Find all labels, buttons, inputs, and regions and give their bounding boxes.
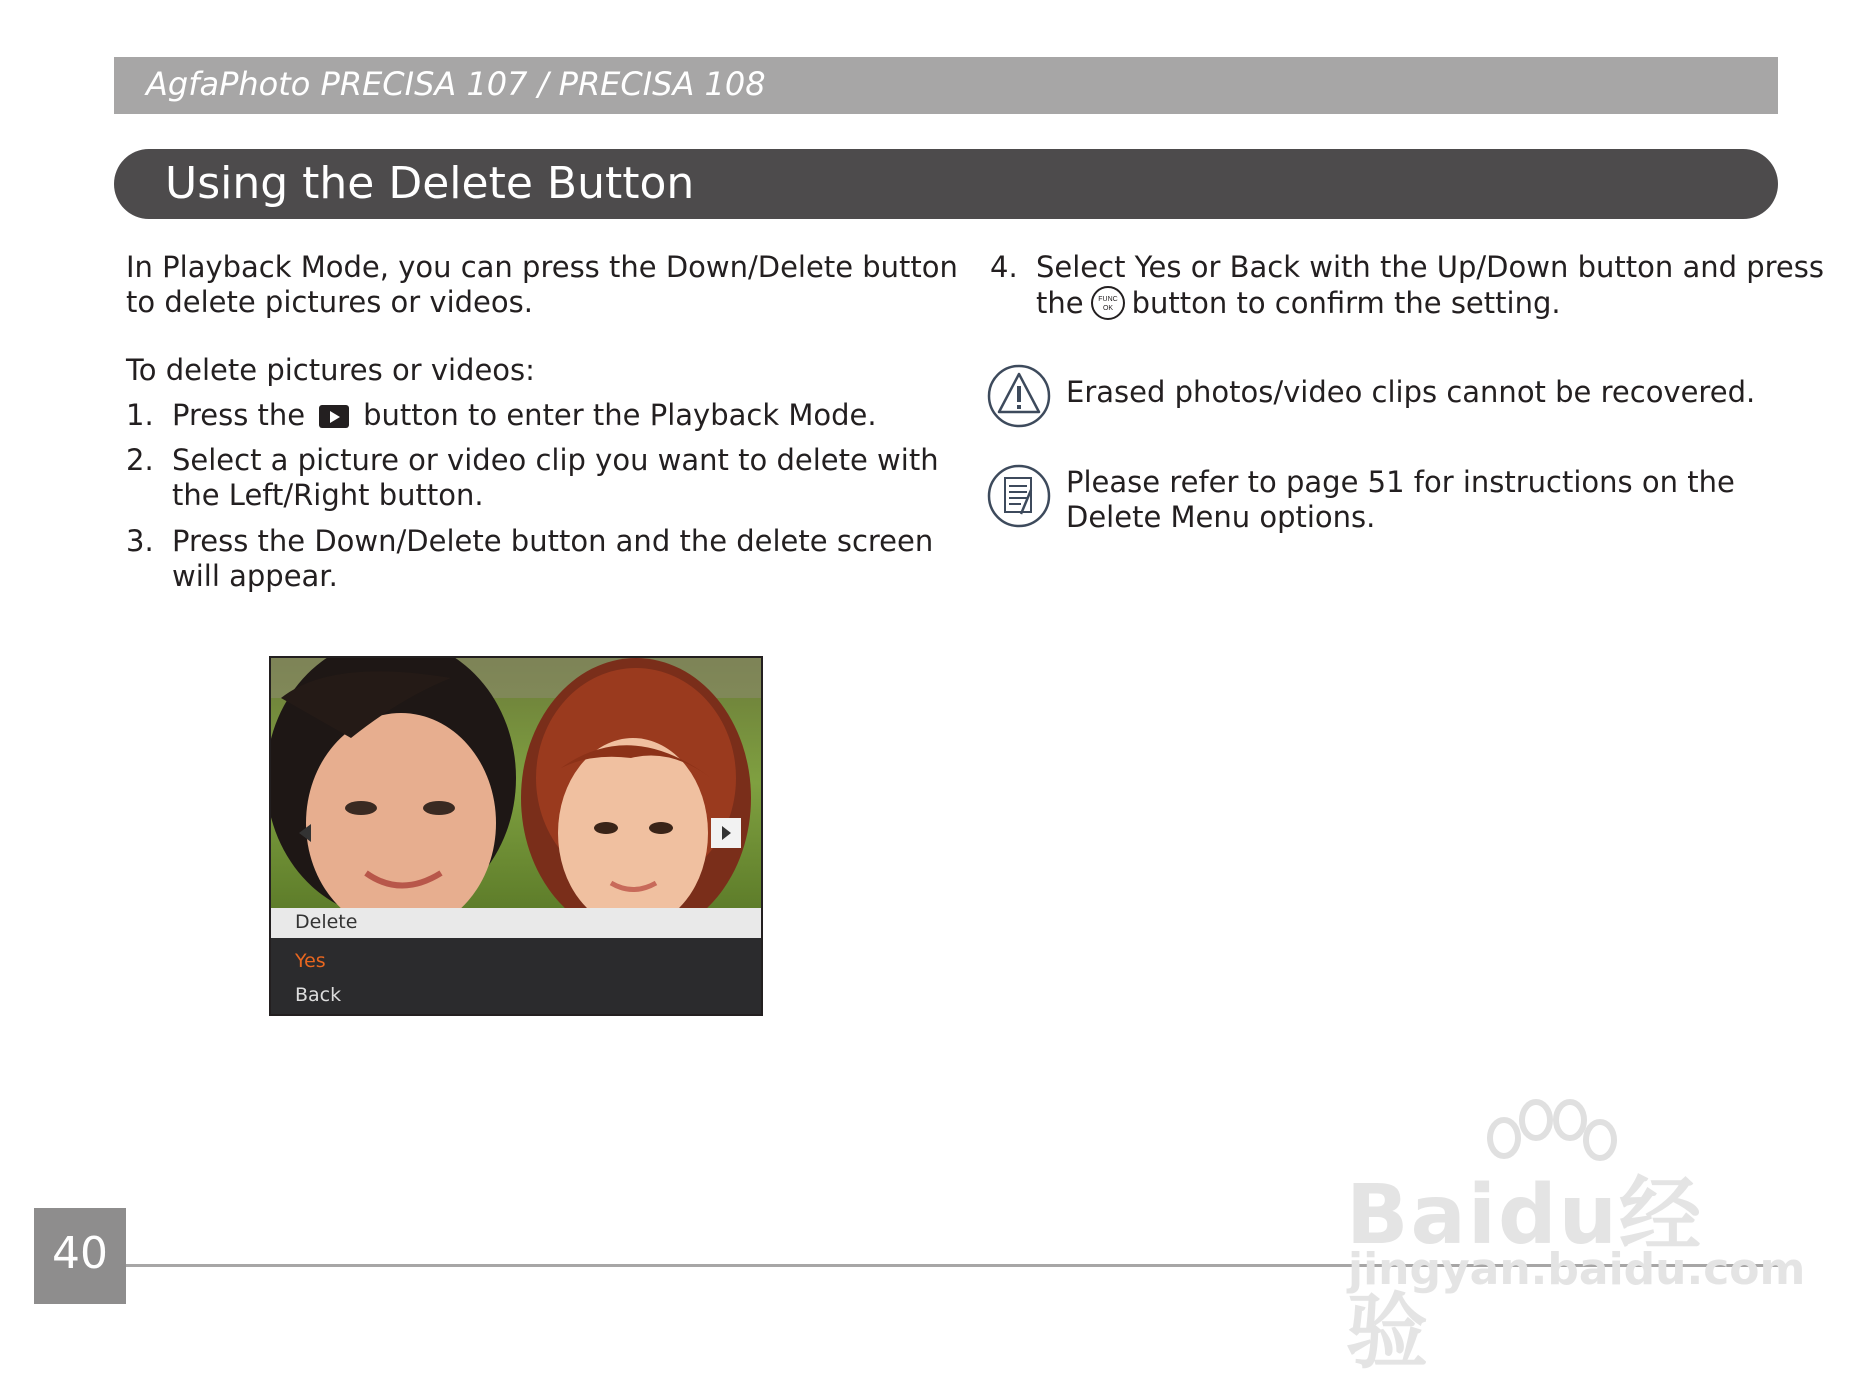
step-2-line-1: Select a picture or video clip you want to delete with — [172, 443, 939, 477]
step-4-line-1: Select Yes or Back with the Up/Down button and press — [1036, 250, 1824, 284]
delete-menu-title: Delete — [295, 911, 358, 933]
watermark-brand: Baidu经验 — [1346, 1168, 1704, 1380]
steps-lead: To delete pictures or videos: — [126, 353, 535, 387]
ok-label: OK — [1102, 305, 1113, 312]
baidu-watermark — [1346, 1098, 1806, 1380]
photo-two-women — [271, 658, 761, 908]
section-title-bar — [114, 149, 1778, 219]
menu-option-yes: Yes — [295, 950, 326, 972]
step-3-line-1: Press the Down/Delete button and the delete screen — [172, 524, 934, 558]
page-number-box — [34, 1208, 126, 1304]
step-4-before: the — [1036, 286, 1084, 320]
step-4-line-2 — [1036, 285, 1561, 329]
document-header-title: AgfaPhoto PRECISA 107 / PRECISA 108 — [146, 65, 766, 103]
step-2-number: 2. — [126, 443, 154, 477]
right-arrow-icon — [711, 818, 741, 848]
section-title: Using the Delete Button — [165, 158, 695, 209]
step-3-number: 3. — [126, 524, 154, 558]
warning-icon — [987, 364, 1051, 432]
step-1-before: Press the — [172, 398, 306, 432]
delete-menu — [271, 908, 761, 1014]
step-3-line-2: will appear. — [172, 559, 338, 593]
playback-icon — [319, 405, 349, 428]
note-icon — [987, 464, 1051, 532]
step-1-after: button to enter the Playback Mode. — [363, 398, 877, 432]
step-4-number: 4. — [990, 250, 1018, 284]
watermark-url: jingyan.baidu.com — [1348, 1244, 1806, 1295]
intro-line-2: to delete pictures or videos. — [126, 285, 533, 319]
note-line-2: Delete Menu options. — [1066, 500, 1376, 534]
intro-line-1: In Playback Mode, you can press the Down/Delete button — [126, 250, 958, 284]
step-1-text — [172, 398, 877, 433]
warning-text: Erased photos/video clips cannot be recovered. — [1066, 375, 1756, 409]
left-arrow-icon — [293, 820, 319, 846]
header-bar — [114, 57, 1778, 114]
menu-option-back: Back — [295, 984, 342, 1006]
func-label: FUNC — [1097, 296, 1118, 303]
func-ok-icon — [1090, 285, 1126, 329]
camera-screen-illustration — [269, 656, 763, 1016]
note-line-1: Please refer to page 51 for instructions on the — [1066, 465, 1735, 499]
step-4-after: button to confirm the setting. — [1131, 286, 1561, 320]
step-1-number: 1. — [126, 398, 154, 432]
delete-menu-header — [271, 908, 761, 938]
page-number: 40 — [52, 1228, 108, 1279]
step-2-line-2: the Left/Right button. — [172, 478, 484, 512]
